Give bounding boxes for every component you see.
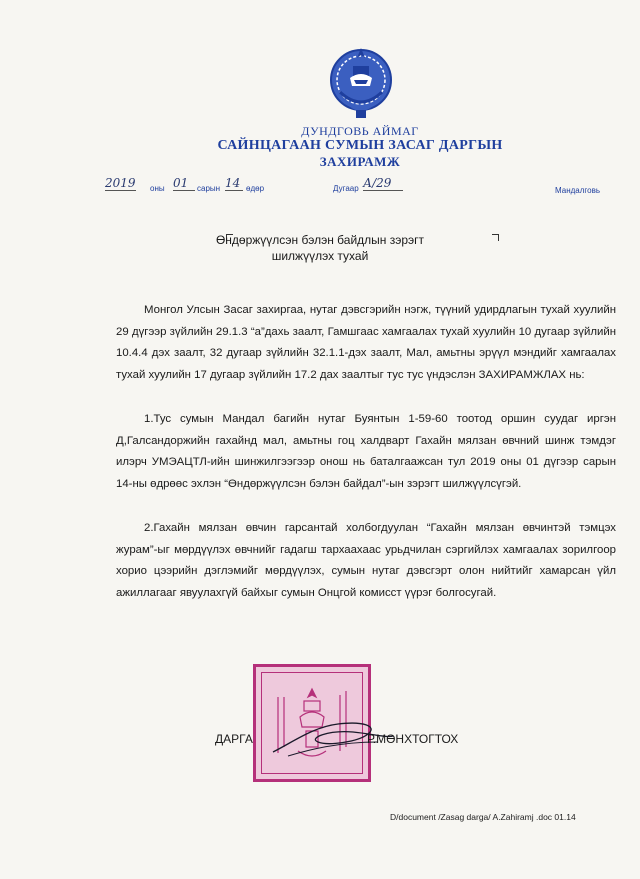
date-month-suffix: сарын: [197, 184, 221, 193]
issuer-title: САЙНЦАГААН СУМЫН ЗАСАГ ДАРГЫН: [217, 138, 503, 153]
subject-block: [0, 232, 640, 264]
file-path-footer: D/document /Zasag darga/ A.Zahiramj .doc 01.14: [390, 812, 576, 822]
number-label: Дугаар: [333, 184, 359, 193]
date-year-suffix: оны: [150, 184, 165, 193]
subject-line-1: Өндөржүүлсэн бэлэн байдлын зэрэгт: [215, 233, 425, 247]
preamble-paragraph: [116, 300, 616, 386]
order-item-1: [116, 409, 616, 495]
date-year: 2019: [105, 176, 136, 190]
date-month: 01: [173, 176, 195, 191]
date-day-suffix: өдөр: [246, 184, 265, 193]
issue-place: Мандалговь: [555, 186, 601, 195]
order-item-2: [116, 518, 616, 604]
subject-line-2: шилжүүлэх тухай: [271, 249, 369, 263]
date-number-line: [105, 178, 625, 200]
date-day: 14: [225, 176, 243, 191]
mongolia-state-emblem-icon: [326, 40, 396, 122]
order-item-2-text: 2.Гахайн мялзан өвчин гарсантай холбогдуулан “Гахайн мялзан өвчинтэй тэмцэх журам”-ыг мөрдүүлэх өвчнийг гадагш тархаахаас урьдчилан сэргийлэх хамгаалах зорилгоор хорио цээрийн дэглэмийг мөрдүүлэх, сумын нутаг дэвсгэрт олон нийтийг хамарсан үйл ажиллагааг явуулахгүй байхыг сумын Онцгой комисст үүрэг болгосугай.: [116, 522, 616, 599]
signatory-name: Р.МӨНХТОГТОХ: [367, 732, 459, 746]
document-type: ЗАХИРАМЖ: [319, 154, 401, 169]
signatory-title: ДАРГА: [215, 732, 253, 746]
aimag-name: ДУНДГОВЬ АЙМАГ: [301, 124, 419, 138]
order-item-1-text: 1.Тус сумын Мандал багийн нутаг Буянтын 1-59-60 тоотод оршин суудаг иргэн Д,Галсандоржийн гахайнд мал, амьтны гоц халдварт Гахайн мялзан өвчний шинж тэмдэг илэрч УМЭАЦТЛ-ийн шинжилгээгээр онош нь баталгаажсан тул 2019 оны 01 дүгээр сарын 14-ны өдрөөс эхлэн “Өндөржүүлсэн бэлэн байдал”-ын зэрэгт шилжүүлсүгэй.: [116, 413, 616, 490]
preamble-text: Монгол Улсын Засаг захиргаа, нутаг дэвсгэрийн нэгж, түүний удирдлагын тухай хуулийн 29 дүгээр зүйлийн 29.1.3 “а”дахь заалт, Гамшгаас хамгаалах тухай хуулийн 10 дугаар зүйлийн 10.4.4 дэх заалт, 32 дугаар зүйлийн 32.1.1-дэх заалт, Мал, амьтны эрүүл мэндийг хамгаалах тухай хуулийн 17 дугаар зүйлийн 17.2 дах заалтыг тус тус үндэслэн ЗАХИРАМЖЛАХ нь:: [116, 304, 616, 381]
document-number: А/29: [363, 176, 403, 191]
